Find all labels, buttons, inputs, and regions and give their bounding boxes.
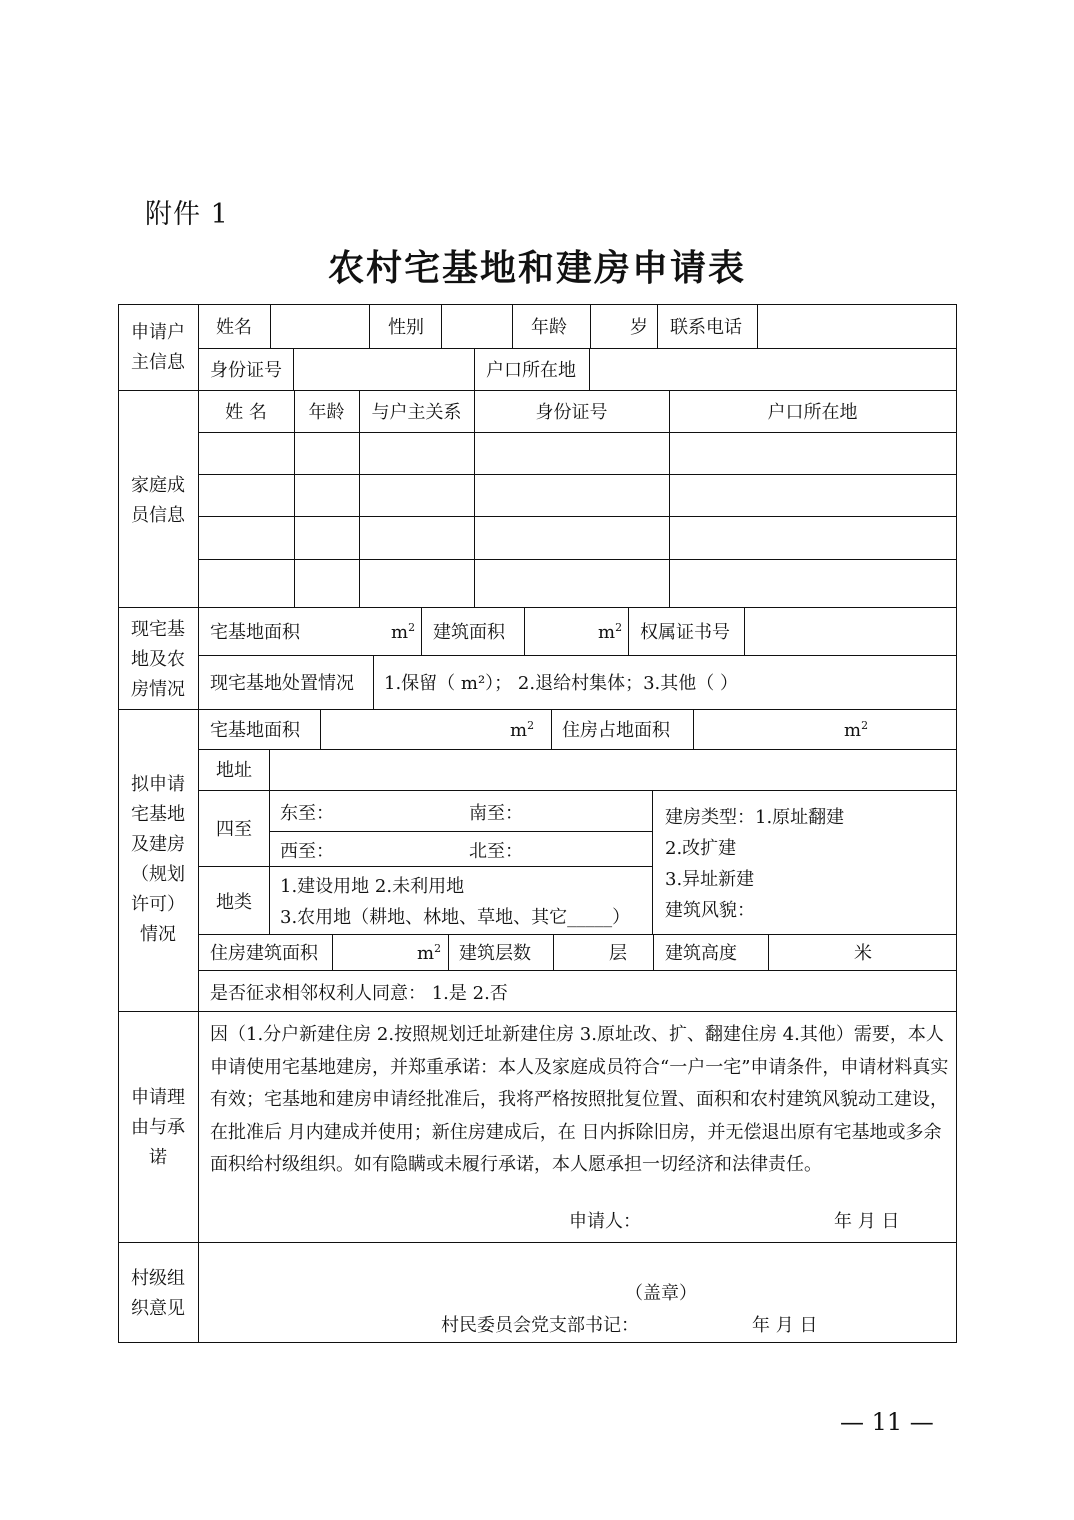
section-current: 现宅基地及农房情况 — [131, 619, 185, 700]
unit-m2: $m^2$ — [598, 621, 623, 643]
land-type-options-2: 3.农用地（耕地、林地、草地、其它_____） — [280, 907, 631, 928]
footprint-area-label: 住房占地面积 — [562, 720, 670, 741]
west-boundary-label: 西至： — [280, 841, 334, 862]
gender-label: 性别 — [388, 317, 424, 338]
family-col-hukou: 户口所在地 — [767, 402, 858, 423]
table-border-left — [118, 304, 119, 1342]
address-label: 地址 — [216, 760, 252, 781]
applicant-signature-label: 申请人： — [569, 1211, 641, 1232]
unit-m2: $m^2$ — [417, 942, 442, 964]
boundaries-label: 四至 — [216, 819, 252, 840]
proposed-homestead-area-label: 宅基地面积 — [210, 720, 300, 741]
height-unit: 米 — [854, 943, 872, 964]
applicant-date: 年 月 日 — [834, 1211, 900, 1232]
floor-area-label: 住房建筑面积 — [210, 943, 318, 964]
section-separator — [118, 607, 956, 608]
phone-label: 联系电话 — [670, 317, 742, 338]
age-label: 年龄 — [531, 317, 567, 338]
table-border-right — [956, 304, 957, 1342]
hukou-label: 户口所在地 — [486, 360, 576, 381]
seal-label: （盖章） — [625, 1283, 697, 1304]
build-type-option-2: 2.改扩建 — [665, 838, 737, 859]
family-col-id: 身份证号 — [535, 402, 608, 423]
section-proposed: 拟申请宅基地及建房（规划许可）情况 — [131, 774, 185, 945]
table-border-bottom — [118, 1342, 957, 1343]
village-date: 年 月 日 — [752, 1315, 818, 1336]
section-separator — [118, 390, 956, 391]
section-applicant: 申请户主信息 — [131, 322, 185, 373]
page-number: — 11 — — [840, 1408, 934, 1436]
disposal-label: 现宅基地处置情况 — [210, 673, 354, 694]
certificate-label: 权属证书号 — [640, 622, 730, 643]
section-separator — [118, 1011, 956, 1012]
section-family: 家庭成员信息 — [131, 475, 185, 526]
neighbor-consent: 是否征求相邻权利人同意： 1.是 2.否 — [210, 983, 508, 1004]
build-type-option-3: 3.异址新建 — [665, 869, 755, 890]
form-title: 农村宅基地和建房申请表 — [327, 247, 746, 289]
height-label: 建筑高度 — [665, 943, 737, 964]
east-boundary-label: 东至： — [280, 803, 334, 824]
build-type-option-1: 建房类型：1.原址翻建 — [665, 807, 845, 828]
disposal-options: 1.保留（ m²）； 2.退给村集体；3.其他（ ） — [384, 673, 738, 694]
land-type-options-1: 1.建设用地 2.未利用地 — [280, 876, 465, 897]
south-boundary-label: 南至： — [469, 803, 523, 824]
id-number-label: 身份证号 — [210, 360, 282, 381]
secretary-label: 村民委员会党支部书记： — [441, 1315, 639, 1336]
family-col-name: 姓 名 — [225, 402, 267, 423]
land-type-label: 地类 — [216, 892, 252, 913]
section-reason: 申请理由与承诺 — [131, 1087, 185, 1168]
section-village: 村级组织意见 — [131, 1268, 185, 1319]
floors-label: 建筑层数 — [459, 943, 531, 964]
table-border-top — [118, 304, 956, 305]
north-boundary-label: 北至： — [469, 841, 523, 862]
section-divider — [198, 304, 199, 1342]
row-line — [198, 348, 956, 349]
application-form-table — [118, 304, 956, 1342]
section-separator — [118, 1242, 956, 1243]
name-label: 姓名 — [216, 317, 252, 338]
family-col-relation: 与户主关系 — [371, 402, 462, 423]
section-separator — [118, 709, 956, 710]
floors-unit: 层 — [609, 943, 627, 964]
family-col-age: 年龄 — [308, 402, 345, 423]
reason-pledge-text: 因（1.分户新建住房 2.按照规划迁址新建住房 3.原址改、扩、翻建住房 4.其他）需要，本人申请使用宅基地建房，并郑重承诺：本人及家庭成员符合“一户一宅”申请条件，申请材料真实有效；宅基地和建房申请经批准后，我将严格按照批复位置、面积和农村建筑风貌动工建设，在批准后 月内建成并使用；新住房建成后，在 日内拆除旧房，并无偿退出原有宅基地或多余面积给村级组织。如有隐瞒或未履行承诺，本人愿承担一切经济和法律责任。 — [210, 1024, 949, 1175]
attachment-label: 附件 1 — [145, 199, 229, 230]
current-building-area-label: 建筑面积 — [433, 622, 505, 643]
building-style-label: 建筑风貌： — [665, 900, 755, 921]
unit-m2: $m^2$ — [510, 719, 535, 741]
unit-m2: $m^2$ — [391, 621, 416, 643]
age-unit: 岁 — [630, 317, 648, 338]
current-homestead-area-label: 宅基地面积 — [210, 622, 300, 643]
unit-m2: $m^2$ — [844, 719, 869, 741]
